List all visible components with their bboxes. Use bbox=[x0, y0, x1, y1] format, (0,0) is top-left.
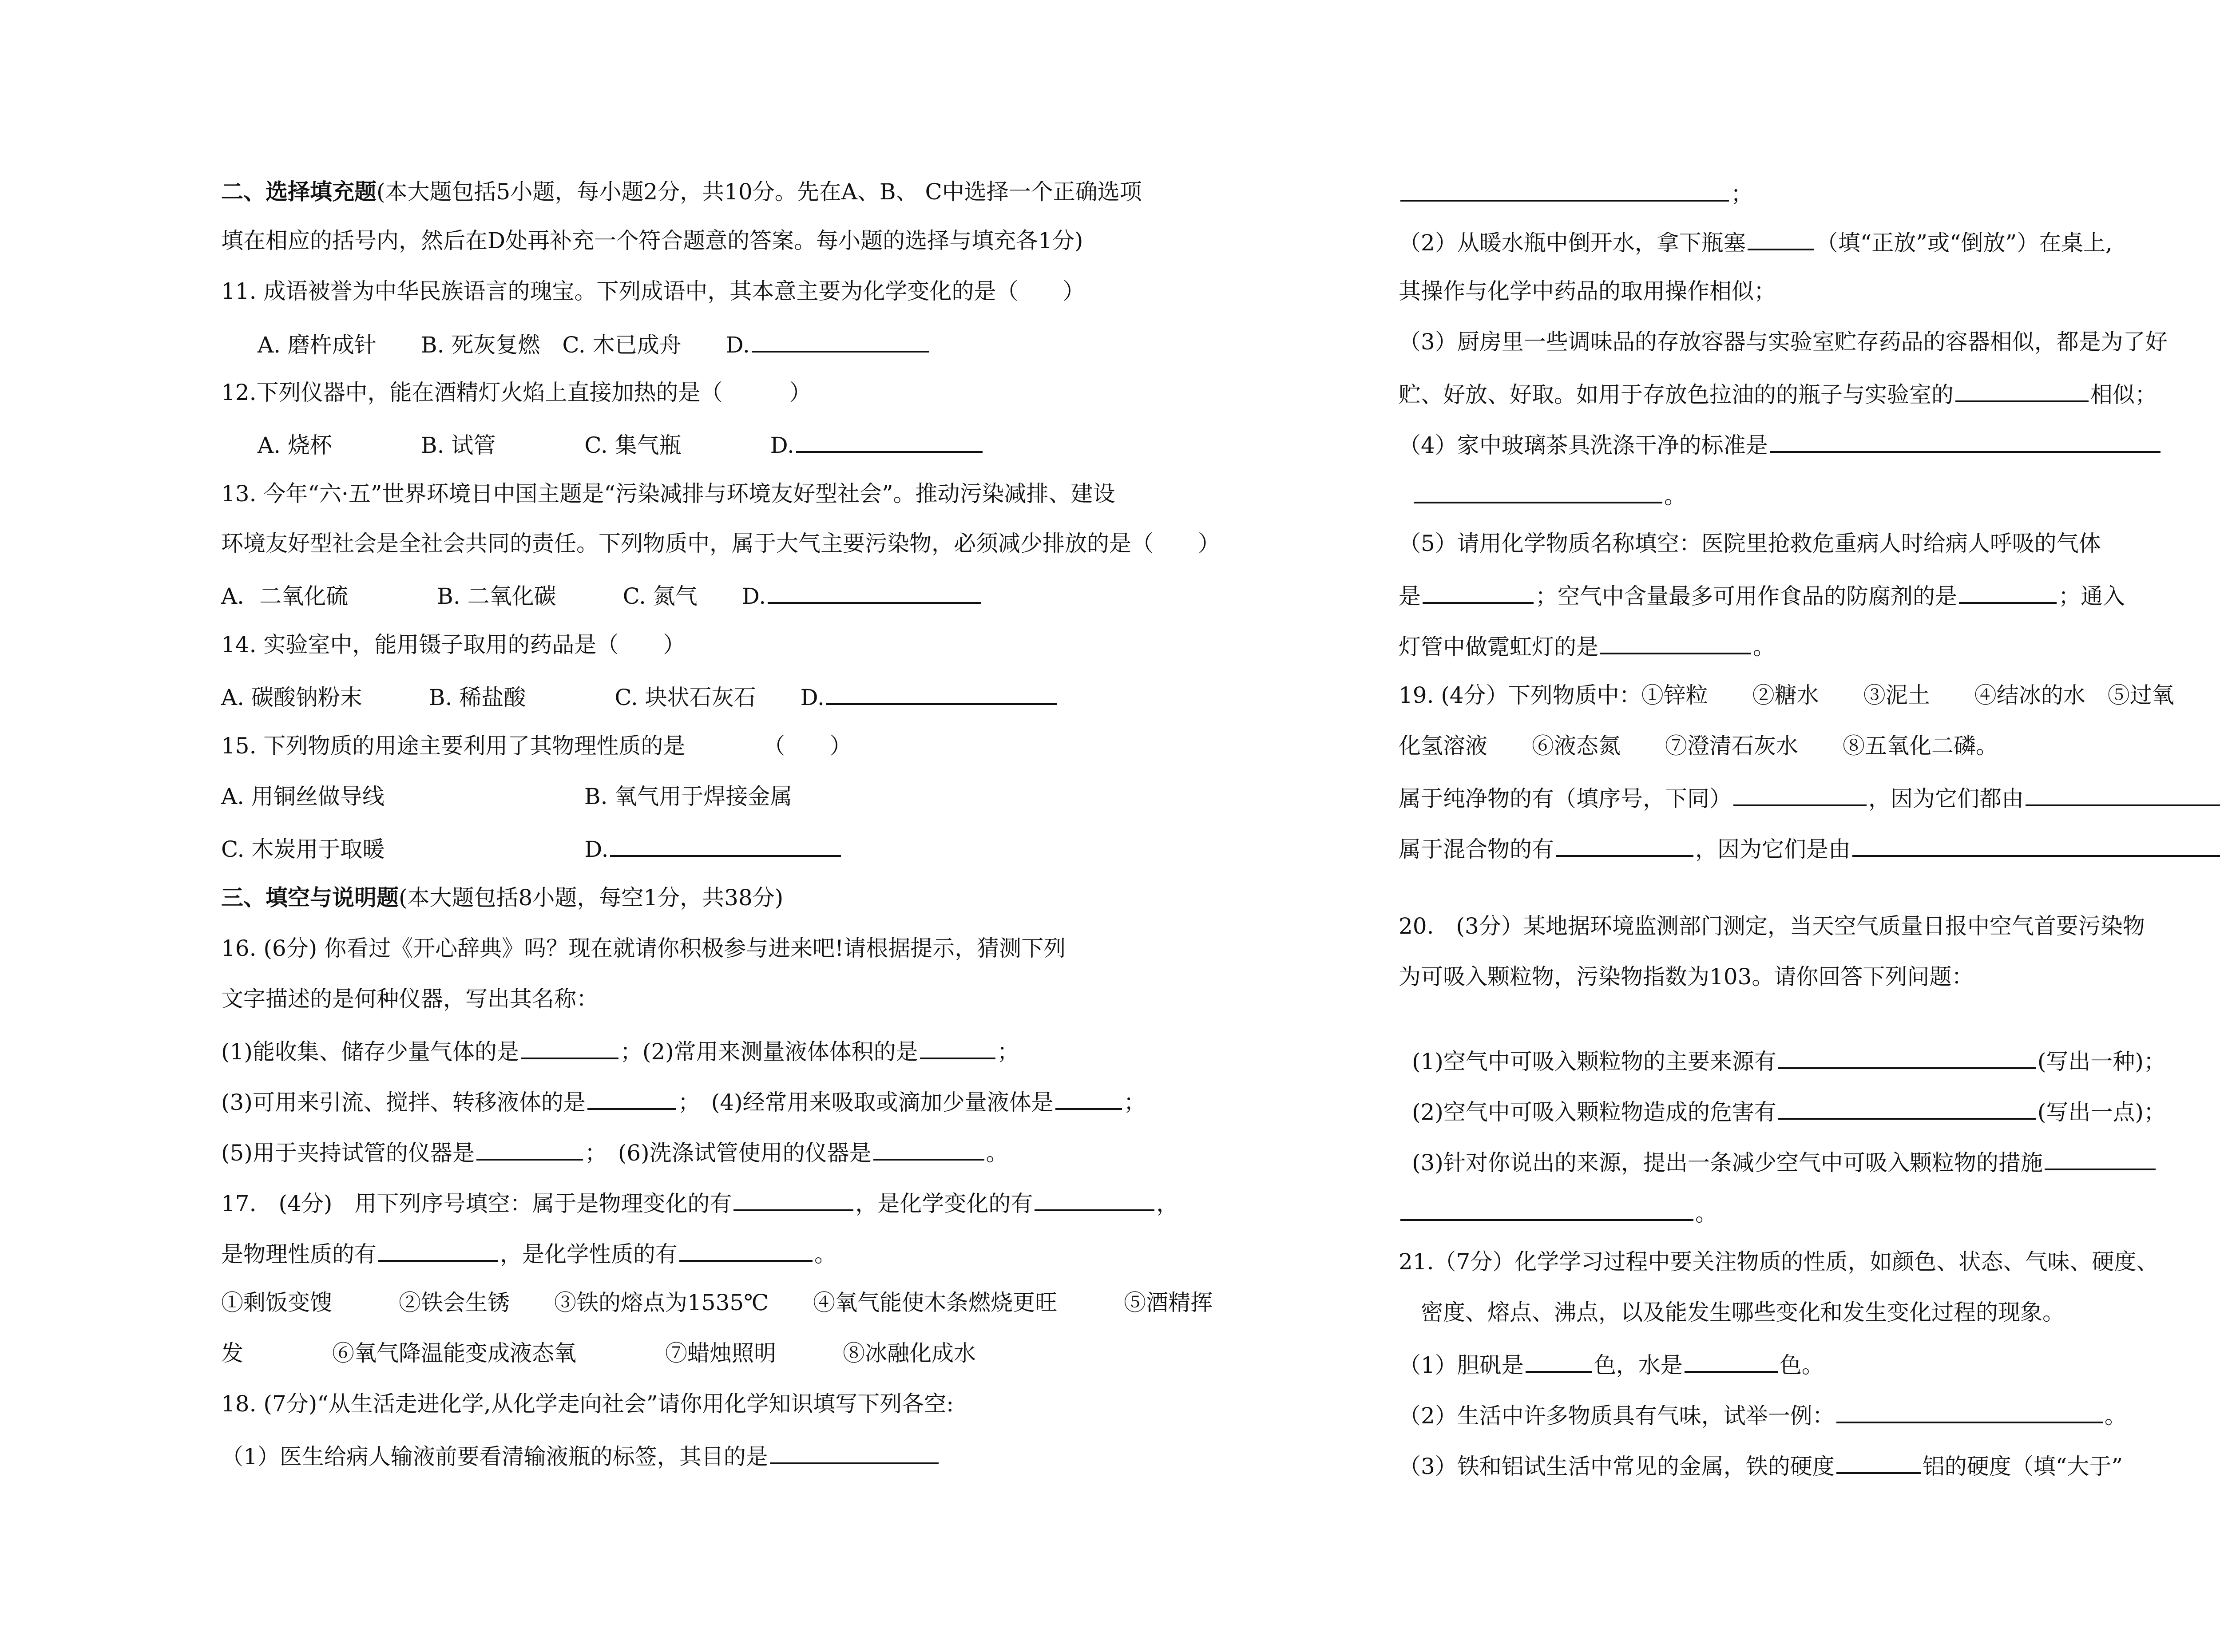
answer-blank[interactable] bbox=[920, 1035, 995, 1059]
section2-heading: 二、选择填充题 bbox=[221, 178, 377, 205]
prompt-text: （1）胆矾是 bbox=[1399, 1352, 1524, 1378]
question-14-options bbox=[221, 681, 1059, 712]
prompt-text: (写出一点)； bbox=[2037, 1099, 2166, 1125]
question-13-line1: 13. 今年“六·五”世界环境日中国主题是“污染减排与环境友好型社会”。推动污染减排、建设 bbox=[221, 481, 1115, 507]
options-text: A. 磨杵成针 B. 死灰复燃 C. 木已成舟 D. bbox=[258, 332, 750, 358]
prompt-text: （2）生活中许多物质具有气味，试举一例： bbox=[1399, 1403, 1835, 1429]
prompt-text: ；空气中含量最多可用作食品的防腐剂的是 bbox=[1535, 583, 1957, 609]
prompt-text: 17. (4分) 用下列序号填空：属于是物理变化的有 bbox=[221, 1191, 732, 1216]
prompt-text: ；通入 bbox=[2058, 583, 2125, 609]
section2-header bbox=[221, 178, 1142, 206]
prompt-text: (3)针对你说出的来源，提出一条减少空气中可吸入颗粒物的措施 bbox=[1412, 1150, 2043, 1176]
question-19-line1: 19. (4分）下列物质中：①锌粒 ②糖水 ③泥土 ④结冰的水 ⑤过氧 bbox=[1399, 682, 2174, 708]
answer-blank[interactable] bbox=[1852, 833, 2220, 857]
section3-heading: 三、填空与说明题 bbox=[221, 884, 399, 911]
question-20-line2: 为可吸入颗粒物，污染物指数为103。请你回答下列问题： bbox=[1399, 964, 1974, 990]
answer-blank[interactable] bbox=[378, 1238, 498, 1262]
answer-blank[interactable] bbox=[1035, 1187, 1154, 1211]
question-13-options bbox=[221, 580, 983, 610]
question-18-1-continued bbox=[1399, 178, 1753, 208]
prompt-text: ； (4)经常用来吸取或滴加少量液体是 bbox=[678, 1089, 1054, 1115]
answer-blank[interactable] bbox=[1836, 1450, 1921, 1474]
separator: ， bbox=[1156, 1191, 1179, 1216]
section3-intro: (本大题包括8小题，每空1分，共38分) bbox=[399, 885, 784, 911]
separator: 。 bbox=[814, 1241, 836, 1267]
question-15-options-1: A. 用铜丝做导线 B. 氧气用于焊接金属 bbox=[221, 784, 793, 809]
question-16-1-2 bbox=[221, 1035, 1019, 1066]
options-text: A. 烧杯 B. 试管 C. 集气瓶 D. bbox=[258, 432, 794, 458]
question-11-options bbox=[258, 329, 931, 359]
separator: 。 bbox=[1664, 483, 1686, 509]
answer-blank[interactable] bbox=[2026, 782, 2220, 806]
separator: 。 bbox=[1753, 634, 1775, 660]
prompt-text: 是 bbox=[1399, 583, 1421, 609]
question-19-line3 bbox=[1399, 782, 2220, 813]
prompt-text: ； (6)洗涤试管使用的仪器是 bbox=[584, 1140, 872, 1166]
question-18-3-line1: （3）厨房里一些调味品的存放容器与实验室贮存药品的容器相似，都是为了好 bbox=[1399, 329, 2168, 355]
answer-blank[interactable] bbox=[1748, 226, 1814, 250]
question-17-items-2: 发 ⑥氧气降温能变成液态氧 ⑦蜡烛照明 ⑧冰融化成水 bbox=[221, 1340, 976, 1366]
prompt-text: (3)可用来引流、搅拌、转移液体的是 bbox=[221, 1089, 586, 1115]
options-text: A．二氧化硫 B. 二氧化碳 C. 氮气 D. bbox=[221, 583, 766, 609]
question-18: 18. (7分)“从生活走进化学,从化学走向社会”请你用化学知识填写下列各空: bbox=[221, 1391, 954, 1417]
answer-blank[interactable] bbox=[610, 833, 841, 857]
prompt-text: 相似； bbox=[2090, 382, 2157, 408]
prompt-text: ，是化学变化的有 bbox=[855, 1191, 1033, 1216]
question-17-line2 bbox=[221, 1238, 836, 1268]
separator: 。 bbox=[1695, 1200, 1717, 1226]
answer-blank[interactable] bbox=[521, 1035, 618, 1059]
question-18-4-line2 bbox=[1412, 479, 1686, 510]
question-18-4-line1 bbox=[1399, 429, 2162, 460]
question-18-5-line1: （5）请用化学物质名称填空：医院里抢救危重病人时给病人呼吸的气体 bbox=[1399, 531, 2101, 556]
answer-blank[interactable] bbox=[587, 1086, 676, 1110]
section2-intro-line2: 填在相应的括号内，然后在D处再补充一个符合题意的答案。每小题的选择与填充各1分) bbox=[221, 228, 1083, 254]
question-16-3-4 bbox=[221, 1086, 1146, 1117]
prompt-text: (2)空气中可吸入颗粒物造成的危害有 bbox=[1412, 1099, 1776, 1125]
question-21-line1: 21.（7分）化学学习过程中要关注物质的性质，如颜色、状态、气味、硬度、 bbox=[1399, 1249, 2159, 1275]
question-16-line2: 文字描述的是何种仪器，写出其名称： bbox=[221, 986, 599, 1012]
prompt-text: (5)用于夹持试管的仪器是 bbox=[221, 1140, 475, 1166]
answer-blank[interactable] bbox=[1423, 580, 1534, 604]
question-21-3 bbox=[1399, 1450, 2123, 1481]
answer-blank[interactable] bbox=[1400, 1197, 1693, 1221]
question-15: 15. 下列物质的用途主要利用了其物理性质的是 （ ） bbox=[221, 733, 852, 759]
prompt-text: (1)空气中可吸入颗粒物的主要来源有 bbox=[1412, 1049, 1776, 1074]
question-21-line2: 密度、熔点、沸点，以及能发生哪些变化和发生变化过程的现象。 bbox=[1399, 1299, 2065, 1325]
question-19-line4 bbox=[1399, 833, 2220, 864]
question-17-items-1: ①剩饭变馊 ②铁会生锈 ③铁的熔点为1535℃ ④氧气能使木条燃烧更旺 ⑤酒精挥 bbox=[221, 1290, 1213, 1315]
answer-blank[interactable] bbox=[1955, 378, 2089, 402]
prompt-text: ，因为它们都由 bbox=[1868, 786, 2024, 812]
question-21-2 bbox=[1399, 1399, 2127, 1430]
answer-blank[interactable] bbox=[1414, 479, 1662, 503]
answer-blank[interactable] bbox=[1770, 429, 2161, 453]
answer-blank[interactable] bbox=[1526, 1349, 1592, 1373]
prompt-text: ，是化学性质的有 bbox=[500, 1241, 678, 1267]
prompt-text: 色。 bbox=[1779, 1352, 1824, 1378]
section2-intro: (本大题包括5小题，每小题2分，共10分。先在A、B、 C中选择一个正确选项 bbox=[377, 179, 1142, 205]
prompt-text: ；(2)常用来测量液体体积的是 bbox=[620, 1039, 918, 1065]
separator: ； bbox=[997, 1039, 1019, 1065]
answer-blank[interactable] bbox=[2045, 1146, 2156, 1170]
options-text: A. 碳酸钠粉末 B. 稀盐酸 C. 块状石灰石 D. bbox=[221, 685, 825, 710]
separator: ； bbox=[1731, 181, 1753, 207]
options-text: C. 木炭用于取暖 D. bbox=[221, 836, 609, 862]
question-21-1 bbox=[1399, 1349, 1824, 1379]
answer-blank[interactable] bbox=[679, 1238, 813, 1262]
answer-blank[interactable] bbox=[752, 329, 929, 353]
question-20-1 bbox=[1412, 1045, 2166, 1076]
question-17-line1 bbox=[221, 1187, 1178, 1218]
prompt-text: ，因为它们是由 bbox=[1695, 836, 1851, 862]
question-12-options bbox=[258, 429, 984, 460]
question-18-3-line2 bbox=[1399, 378, 2157, 409]
answer-blank[interactable] bbox=[476, 1137, 583, 1161]
answer-blank[interactable] bbox=[1685, 1349, 1778, 1373]
question-12: 12.下列仪器中，能在酒精灯火焰上直接加热的是（ ） bbox=[221, 380, 812, 405]
question-16-line1: 16. (6分) 你看过《开心辞典》吗？现在就请你积极参与进来吧!请根据提示，猜测下列 bbox=[221, 935, 1066, 961]
answer-blank[interactable] bbox=[796, 429, 983, 453]
prompt-text: 贮、好放、好取。如用于存放色拉油的的瓶子与实验室的 bbox=[1399, 382, 1954, 408]
prompt-text: 灯管中做霓虹灯的是 bbox=[1399, 634, 1598, 660]
prompt-text: （4）家中玻璃茶具洗涤干净的标准是 bbox=[1399, 432, 1768, 458]
separator: 。 bbox=[2104, 1403, 2127, 1429]
answer-blank[interactable] bbox=[826, 681, 1057, 705]
answer-blank[interactable] bbox=[1778, 1045, 2036, 1069]
prompt-text: 是物理性质的有 bbox=[221, 1241, 377, 1267]
question-11: 11. 成语被誉为中华民族语言的瑰宝。下列成语中，其本意主要为化学变化的是（ ） bbox=[221, 278, 1085, 304]
question-18-5-line2 bbox=[1399, 580, 2125, 610]
prompt-text: （3）铁和铝试生活中常见的金属，铁的硬度 bbox=[1399, 1454, 1835, 1479]
question-19-line2: 化氢溶液 ⑥液态氮 ⑦澄清石灰水 ⑧五氧化二磷。 bbox=[1399, 733, 1998, 759]
answer-blank[interactable] bbox=[733, 1187, 853, 1211]
answer-blank[interactable] bbox=[873, 1137, 984, 1161]
prompt-text: 铝的硬度（填“大于” bbox=[1922, 1454, 2123, 1479]
question-20-2 bbox=[1412, 1096, 2166, 1126]
prompt-text: (写出一种)； bbox=[2037, 1049, 2166, 1074]
answer-blank[interactable] bbox=[1959, 580, 2057, 604]
question-18-5-line3 bbox=[1399, 630, 1775, 661]
answer-blank[interactable] bbox=[768, 580, 981, 604]
prompt-text: （2）从暖水瓶中倒开水，拿下瓶塞 bbox=[1399, 230, 1746, 256]
question-18-2-line1 bbox=[1399, 226, 2113, 257]
answer-blank[interactable] bbox=[1733, 782, 1867, 806]
section3-header bbox=[221, 883, 783, 912]
question-13-line2: 环境友好型社会是全社会共同的责任。下列物质中，属于大气主要污染物，必须减少排放的是（ ） bbox=[221, 531, 1220, 556]
prompt-text: 色，水是 bbox=[1594, 1352, 1683, 1378]
question-18-2-line2: 其操作与化学中药品的取用操作相似； bbox=[1399, 278, 1776, 304]
answer-blank[interactable] bbox=[1556, 833, 1693, 857]
answer-blank[interactable] bbox=[1400, 178, 1729, 202]
prompt-text: 属于纯净物的有（填序号，下同） bbox=[1399, 786, 1732, 812]
question-20-line1: 20. (3分）某地据环境监测部门测定，当天空气质量日报中空气首要污染物 bbox=[1399, 913, 2145, 939]
question-14: 14. 实验室中，能用镊子取用的药品是（ ） bbox=[221, 632, 686, 658]
question-20-3-line2 bbox=[1399, 1197, 1717, 1228]
separator: 。 bbox=[986, 1140, 1008, 1166]
answer-blank[interactable] bbox=[770, 1440, 939, 1464]
question-20-3-line1 bbox=[1412, 1146, 2157, 1177]
answer-blank[interactable] bbox=[1055, 1086, 1122, 1110]
prompt-text: (1)能收集、储存少量气体的是 bbox=[221, 1039, 519, 1065]
separator: ； bbox=[1123, 1089, 1146, 1115]
prompt-text: （1）医生给病人输液前要看清输液瓶的标签，其目的是 bbox=[221, 1444, 768, 1470]
question-18-1 bbox=[221, 1440, 940, 1471]
answer-blank[interactable] bbox=[1600, 630, 1751, 654]
question-16-5-6 bbox=[221, 1137, 1008, 1167]
answer-blank[interactable] bbox=[1778, 1096, 2036, 1120]
prompt-text: （填“正放”或“倒放”）在桌上, bbox=[1816, 230, 2113, 256]
answer-blank[interactable] bbox=[1836, 1399, 2103, 1423]
question-15-options-2 bbox=[221, 833, 843, 864]
prompt-text: 属于混合物的有 bbox=[1399, 836, 1554, 862]
